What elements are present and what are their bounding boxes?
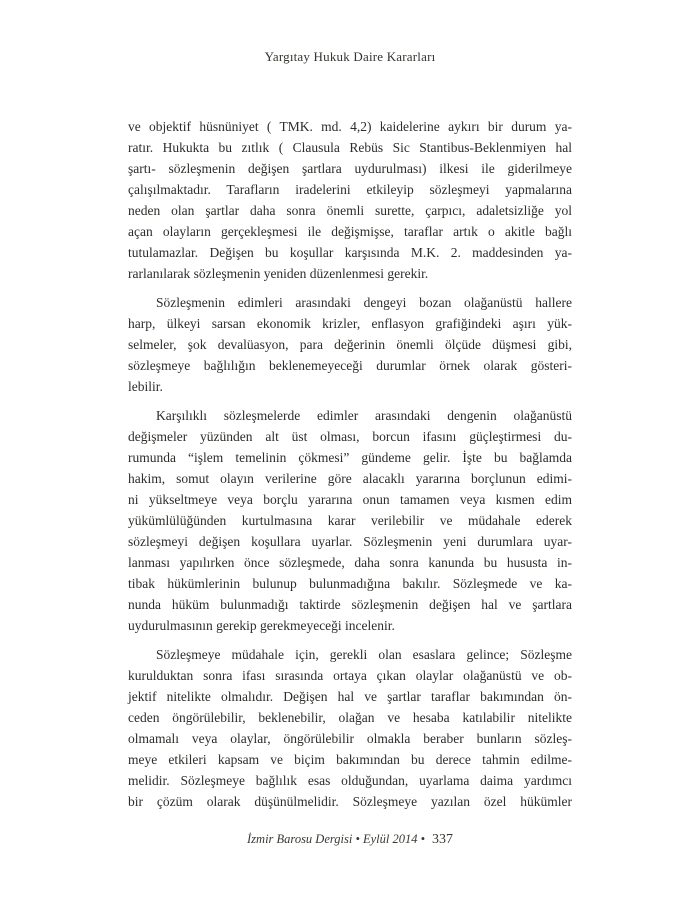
text-line: ve objektif hüsnüniyet ( TMK. md. 4,2) kaidelerine aykırı bir durum ya- <box>128 119 572 134</box>
text-line: harp, ülkeyi sarsan ekonomik krizler, enflasyon grafiğindeki aşırı yük- <box>128 316 572 331</box>
footer-page-number: 337 <box>431 832 453 847</box>
text-line: hakim, somut olayın verilerine göre alacaklı yararına borçlunun edimi- <box>128 471 572 486</box>
page-footer <box>0 830 700 848</box>
text-line: selmeler, şok devalüasyon, para değerinin önemli ölçüde düşmesi gibi, <box>128 337 572 352</box>
text-line: uydurulmasının gerekip gerekmeyeceği incelenir. <box>128 618 395 633</box>
text-line: çalışılmaktadır. Tarafların iradelerini etkileyip sözleşmeyi yapmalarına <box>128 182 572 197</box>
text-line: yükümlülüğünden kurtulmasına karar verilebilir ve müdahale ederek <box>128 513 572 528</box>
text-line: Sözleşmenin edimleri arasındaki dengeyi bozan olağanüstü hallere <box>156 295 572 310</box>
text-line: açan olayların gerçekleşmesi ile değişmişse, taraflar artık o akitle bağlı <box>128 224 572 239</box>
text-line: Karşılıklı sözleşmelerde edimler arasındaki dengenin olağanüstü <box>156 408 572 423</box>
text-line: ratır. Hukukta bu zıtlık ( Clausula Rebüs Sic Stantibus-Beklenmiyen hal <box>128 140 572 155</box>
text-line: kurulduktan sonra ifası sırasında ortaya çıkan olaylar olağanüstü ve ob- <box>128 668 572 683</box>
text-line: bir çözüm olarak düşünülmelidir. Sözleşmeye yazılan özel hükümler <box>128 794 572 809</box>
text-line: tibak hükümlerinin bulunup bulunmadığına bakılır. Sözleşmede ve ka- <box>128 576 572 591</box>
text-line: şartı- sözleşmenin değişen şartlara uydurulması) ilkesi ile giderilmeye <box>128 161 572 176</box>
text-line: değişmeler yüzünden alt üst olması, borcun ifasını güçleştirmesi du- <box>128 429 572 444</box>
text-line: meye etkileri kapsam ve biçim bakımından bu derece tahmin edilme- <box>128 752 572 767</box>
text-line: neden olan şartlar daha sonra önemli surette, çarpıcı, adaletsizliğe yol <box>128 203 572 218</box>
text-line: olmamalı veya olaylar, öngörülebilir olmakla beraber bunların sözleş- <box>128 731 572 746</box>
paragraph <box>128 292 572 397</box>
text-line: jektif nitelikte olmalıdır. Değişen hal ve şartlar taraflar bakımından ön- <box>128 689 572 704</box>
text-line: rumunda “işlem temelinin çökmesi” gündeme gelir. İşte bu bağlamda <box>128 450 572 465</box>
text-line: nunda hüküm bulunmadığı taktirde sözleşmenin değişen hal ve şartlara <box>128 597 572 612</box>
text-line: ni yükseltmeye veya borçlu yararına onun tamamen veya kısmen edim <box>128 492 572 507</box>
text-line: sözleşmeyi değişen koşullara uyarlar. Sözleşmenin yeni durumlara uyar- <box>128 534 572 549</box>
text-line: tutulamazlar. Değişen bu koşullar karşısında M.K. 2. maddesinden ya- <box>128 245 572 260</box>
footer-journal-info: İzmir Barosu Dergisi • Eylül 2014 • <box>247 832 425 846</box>
text-line: Sözleşmeye müdahale için, gerekli olan esaslara gelince; Sözleşme <box>156 647 572 662</box>
text-line: rarlanılarak sözleşmenin yeniden düzenlenmesi gerekir. <box>128 266 429 281</box>
text-line: sözleşmeye bağlılığın beklenemeyeceği durumlar örnek olarak gösteri- <box>128 358 572 373</box>
text-line: melidir. Sözleşmeye bağlılık esas olduğundan, uyarlama daima yardımcı <box>128 773 572 788</box>
page-body <box>128 116 572 820</box>
text-line: lanması yapılırken önce sözleşmede, daha sonra kanunda bu hususta in- <box>128 555 572 570</box>
text-line: ceden öngörülebilir, beklenebilir, olağan ve hesaba katılabilir nitelikte <box>128 710 572 725</box>
paragraph <box>128 405 572 636</box>
paragraph <box>128 116 572 284</box>
paragraph <box>128 644 572 812</box>
text-line: lebilir. <box>128 379 163 394</box>
running-head: Yargıtay Hukuk Daire Kararları <box>264 49 436 64</box>
